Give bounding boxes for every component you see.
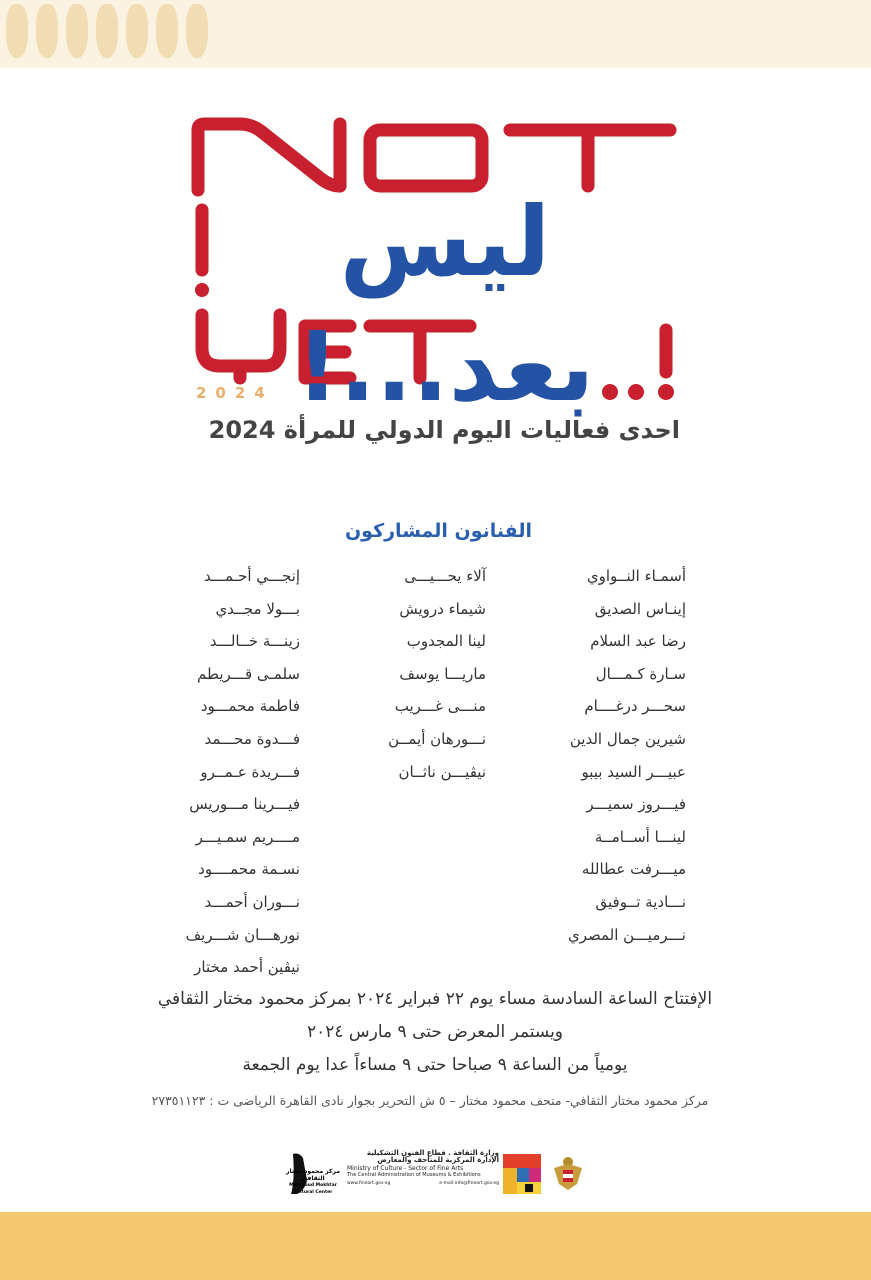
artist-name: فـــريدة عـمــرو [200, 762, 300, 781]
duration-info: ويستمر المعرض حتى ٩ مارس ٢٠٢٤ [306, 1022, 564, 1042]
logo-exclamation-dot [195, 283, 209, 297]
artist-name: نـــرميـــن المصري [567, 925, 686, 944]
logo-dot [628, 384, 644, 400]
artist-name: لينا المجدوب [406, 632, 486, 651]
bottom-decorative-band [0, 1212, 871, 1280]
artist-name: نورهـــان شـــريف [185, 925, 300, 944]
artist-name: نيڤين أحمد مختار [194, 958, 300, 977]
decorative-shape [36, 4, 58, 58]
artist-name: شيماء درويش [399, 599, 486, 618]
artist-name: منـــى غـــريب [394, 697, 486, 716]
mukhtar-center-label: مركز محمود مختار الثقافي Mahmoud Mokhtar Cultural Center [286, 1168, 340, 1195]
decorative-shape [186, 4, 208, 58]
artist-name: أسمـاء النــواوي [586, 567, 686, 585]
venue-address: مركز محمود مختار الثقافي- متحف محمود مختار – ٥ ش التحرير بجوار نادى القاهرة الرياضى ت : ٢٧٣٥١١٢٣ [151, 1093, 709, 1108]
artist-name: إينـاس الصديق [594, 599, 686, 618]
artist-name: نـــورهان أيمــن [388, 729, 486, 748]
logo-dot [602, 384, 618, 400]
logo-exclamation2-dot [658, 384, 674, 400]
artist-name: فيـــروز سميـــر [586, 795, 686, 814]
artist-name: فـــدوة محـــمد [204, 729, 300, 748]
fine-arts-sector-icon [503, 1154, 541, 1194]
artist-name: زينـــة خــالـــد [209, 632, 300, 651]
artists-heading: الفنانون المشاركون [344, 520, 532, 542]
artist-name: سحـــر درغــــام [584, 697, 686, 716]
artist-name: فيـــرينا مـــوريس [189, 795, 300, 814]
artist-name: آلاء يحـــيـــى [404, 567, 486, 585]
artist-name: مــــريم سمـيـــر [195, 827, 300, 846]
decorative-shape [6, 4, 28, 58]
logo-year: 2024 [196, 384, 274, 402]
decorative-shape [126, 4, 148, 58]
opening-info: الإفتتاح الساعة السادسة مساء يوم ٢٢ فبراير ٢٠٢٤ بمركز محمود مختار الثقافي [157, 989, 713, 1009]
egypt-eagle-emblem-icon [551, 1154, 585, 1194]
logo-arabic-title: ليس بعد...! [295, 186, 595, 423]
artist-name: نسـمة محمــــود [198, 860, 300, 879]
artist-name: نيڤيـــن ناثــان [398, 762, 486, 781]
artist-name: نـــوران أحمـــد [204, 892, 300, 911]
top-decorative-band [0, 0, 871, 68]
artists-column-right [530, 560, 686, 951]
decorative-shape [96, 4, 118, 58]
mukhtar-center-logo [285, 1150, 341, 1196]
decorative-shape [156, 4, 178, 58]
artist-name: لينـــا أســامــة [594, 827, 686, 846]
logo-letter-y [202, 315, 280, 366]
event-subtitle: احدى فعاليات اليوم الدولي للمرأة 2024 [208, 416, 680, 444]
sponsor-logos [285, 1150, 590, 1200]
artist-name: رضا عبد السلام [590, 632, 686, 651]
hours-info: يومياً من الساعة ٩ صباحا حتى ٩ مساءاً عدا يوم الجمعة [242, 1055, 628, 1075]
artist-name: عبيـــر السيد بيبو [581, 762, 686, 781]
artist-name: شيرين جمال الدين [569, 729, 686, 748]
artists-column-middle [360, 560, 486, 788]
artist-name: بـــولا مجــدي [215, 599, 300, 618]
artist-name: ميـــرفت عطالله [581, 860, 686, 879]
artist-name: ماريـــا يوسف [399, 664, 486, 683]
artists-column-left [180, 560, 300, 984]
decorative-shape [66, 4, 88, 58]
logo-letter-o [370, 130, 482, 186]
artist-name: سلمـى قـــريطم [197, 664, 300, 683]
artist-name: سـارة كـمـــال [595, 664, 686, 683]
artist-name: فاطمة محمـــود [200, 697, 300, 716]
ministry-label: وزارة الثقافة . قطاع الفنون التشكيلية الإدارة المركزية للمتاحف والمعارض Ministry of Culture - Sector of Fine Arts The Central Administration of Museums & Exhibitions www.fineart.gov.eg e-mail:info@fineart.gov.eg [347, 1149, 499, 1186]
artist-name: إنجـــي أحـمـــد [203, 567, 300, 585]
artist-name: نـــادية تــوفيق [595, 892, 686, 911]
